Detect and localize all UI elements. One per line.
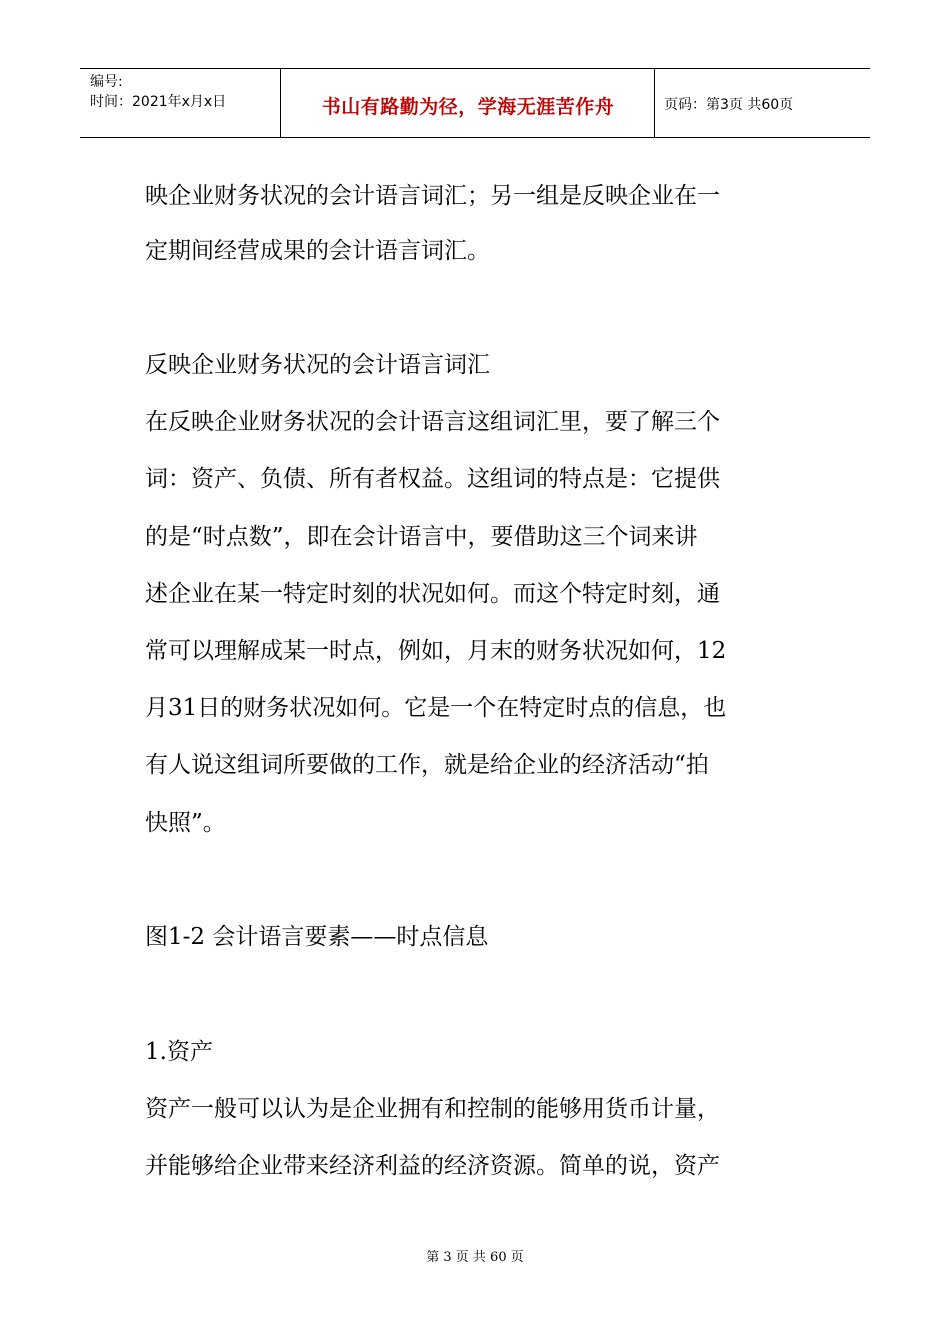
body-line: 在反映企业财务状况的会计语言这组词汇里，要了解三个 [145,409,720,435]
section-heading: 1.资产 [145,1039,213,1065]
document-number-label: 编号: [90,74,123,90]
figure-caption: 图1-2 会计语言要素——时点信息 [145,924,489,950]
body-line: 并能够给企业带来经济利益的经济资源。简单的说，资产 [145,1153,720,1179]
header-motto: 书山有路勤为径，学海无涯苦作舟 [321,96,615,118]
body-line: 词：资产、负债、所有者权益。这组词的特点是：它提供 [145,466,720,492]
page-header [80,68,870,138]
body-line: 的是“时点数”，即在会计语言中，要借助这三个词来讲 [145,524,698,550]
body-line: 有人说这组词所要做的工作，就是给企业的经济活动“拍 [145,752,709,778]
body-line: 定期间经营成果的会计语言词汇。 [145,238,490,264]
body-line: 资产一般可以认为是企业拥有和控制的能够用货币计量， [145,1096,720,1122]
body-line: 常可以理解成某一时点，例如，月末的财务状况如何，12 [145,638,727,664]
section-heading: 反映企业财务状况的会计语言词汇 [145,352,490,378]
body-line: 述企业在某一特定时刻的状况如何。而这个特定时刻，通 [145,581,720,607]
document-date: 时间：2021年x月x日 [90,94,227,110]
header-meta [90,72,226,112]
body-line: 映企业财务状况的会计语言词汇；另一组是反映企业在一 [145,183,720,209]
body-line: 月31日的财务状况如何。它是一个在特定时点的信息，也 [145,695,727,721]
body-line: 快照”。 [145,810,226,836]
page-footer: 第 3 页 共 60 页 [426,1250,524,1265]
header-divider-right [654,69,655,137]
header-page-info: 页码：第3页 共60页 [664,97,794,113]
header-divider-left [280,69,281,137]
